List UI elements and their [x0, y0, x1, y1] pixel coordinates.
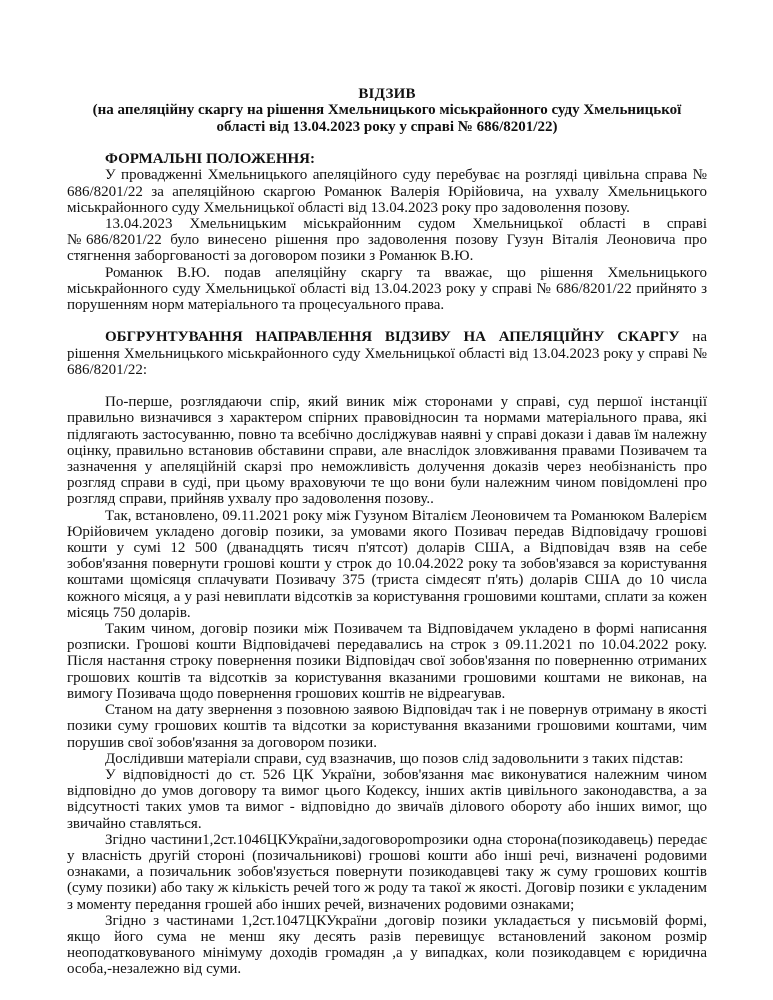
paragraph-6: Таким чином, договір позики між Позивачем та Відповідачем укладено в формі написання розписки. Грошові кошти Відповідачеві передавались на строк з 09.11.2021 по 10.04.2022 року. Після настання строку повернення позики Відповідач свої зобов'язання по поверненню отриманих грошових коштів та відсотків за користування вказаними грошовими коштами не виконав, на вимогу Позивача щодо повернення грошових коштів не відреагував.	[67, 621, 707, 702]
document-subtitle-line-2: області від 13.04.2023 року у справі № 686/8201/22)	[216, 118, 558, 135]
document-subtitle-line-1: (на апеляційну скаргу на рішення Хмельницького міськрайонного суду Хмельницької	[92, 102, 682, 119]
paragraph-1: У провадженні Хмельницького апеляційного суду перебуває на розгляді цивільна справа № 686/8201/22 за апеляційною скаргою Романюк Валерія Юрійовича, на ухвалу Хмельницького міськрайонного суду Хмельницької області від 13.04.2023 року про задоволення позову.	[67, 167, 707, 216]
section-spacer-2	[67, 378, 707, 394]
heading-formal-provisions: ФОРМАЛЬНІ ПОЛОЖЕННЯ:	[105, 151, 316, 168]
paragraph-10: Згідно частини1,2ст.1046ЦКУкраїни,задоговорompозики одна сторона(позикодавець) передає у власність другій стороні (позичальникові) грошові кошти або інші речі, визначені родовими ознаками, а позичальник зобов'язується повернути позикодавцеві таку ж суму грошових коштів (суму позики) або таку ж кількість речей того ж роду та такої ж якості. Договір позики є укладеним з моменту передання грошей або інших речей, визначених родовими ознаками;	[67, 831, 707, 913]
heading-grounds-strong: ОБГРУНТУВАННЯ НАПРАВЛЕННЯ ВІДЗИВУ НА АПЕЛЯЦІЙНУ СКАРГУ	[105, 329, 680, 346]
document-body	[67, 86, 707, 978]
document-title: ВІДЗИВ	[358, 86, 416, 102]
section-spacer-1	[67, 313, 707, 329]
paragraph-5: Так, встановлено, 09.11.2021 року між Гузуном Віталієм Леоновичем та Романюком Валерієм Юрійовичем укладено договір позики, за умовами якого Позивач передав Відповідачу грошові кошти у сумі 12 500 (дванадцять тисяч п'ятсот) доларів США, а Відповідач взяв на себе зобов'язання повернути грошові кошти у строк до 10.04.2022 року та зобов'язався за користування коштами щомісяця сплачувати Позивачу 375 (триста сімдесят п'ять) доларів США до 10 числа кожного місяця, а у разі невиплати відсотків за користування грошовими коштами, сплати за кожен місяць 750 доларів.	[67, 507, 707, 621]
paragraph-3: Романюк В.Ю. подав апеляційну скаргу та вважає, що рішення Хмельницького міськрайонного суду Хмельницької області від 13.04.2023 року у справі № 686/8201/22 прийнято з порушенням норм матеріального та процесуального права.	[67, 264, 707, 314]
paragraph-11: Згідно з частинами 1,2ст.1047ЦКУкраїни ,договір позики укладається у письмовій формі, якщо його сума не менш яку десять разів перевищує встановлений законом розмір неоподатковуваного мінімуму доходів громадян ,а у випадках, коли позикодавцем є юридична особа,-незалежно від суми.	[67, 912, 707, 978]
paragraph-8: Дослідивши матеріали справи, суд взазначив, що позов слід задовольнити з таких підстав:	[105, 750, 684, 767]
paragraph-9: У відповідності до ст. 526 ЦК України, зобов'язання має виконуватися належним чином відповідно до умов договору та вимог цього Кодексу, інших актів цивільного законодавства, а за відсутності таких умов та вимог - відповідно до звичаїв ділового обороту або інших вимог, що звичайно ставляться.	[67, 766, 707, 832]
heading-grounds-rest: на рішення Хмельницького міськрайонного суду Хмельницької області від 13.04.2023 року у справі № 686/8201/22:	[67, 329, 707, 378]
title-spacer	[67, 135, 707, 151]
paragraph-7: Станом на дату звернення з позовною заявою Відповідач так і не повернув отриману в якості позики суму грошових коштів та відсотки за користування вказаними грошовими коштами, чим порушив свої зобов'язання за договором позики.	[67, 702, 707, 751]
heading-grounds-for-response	[67, 329, 707, 378]
paragraph-2: 13.04.2023 Хмельницьким міськрайонним судом Хмельницької області в справі №686/8201/22 було винесено рішення про задоволення позову Гузун Віталія Леоновича про стягнення заборгованості за договором позики з Романюк В.Ю.	[67, 216, 707, 265]
paragraph-4: По-перше, розглядаючи спір, який виник між сторонами у справі, суд першої інстанції правильно визначився з характером спірних правовідносин та нормами матеріального права, які підлягають застосуванню, повно та всебічно досліджував наявні у справі докази і давав їм належну оцінку, правильно встановив обставини справи, але внаслідок зловживання правами Позивачем та зазначення у апеляційній скарзі про неможливість долучення доказів через необізнаність про розгляд справи в суді, при цьому враховуючи те що вони були належним чином повідомлені про розгляд справи, прийняв ухвалу про задоволення позову..	[67, 394, 707, 508]
